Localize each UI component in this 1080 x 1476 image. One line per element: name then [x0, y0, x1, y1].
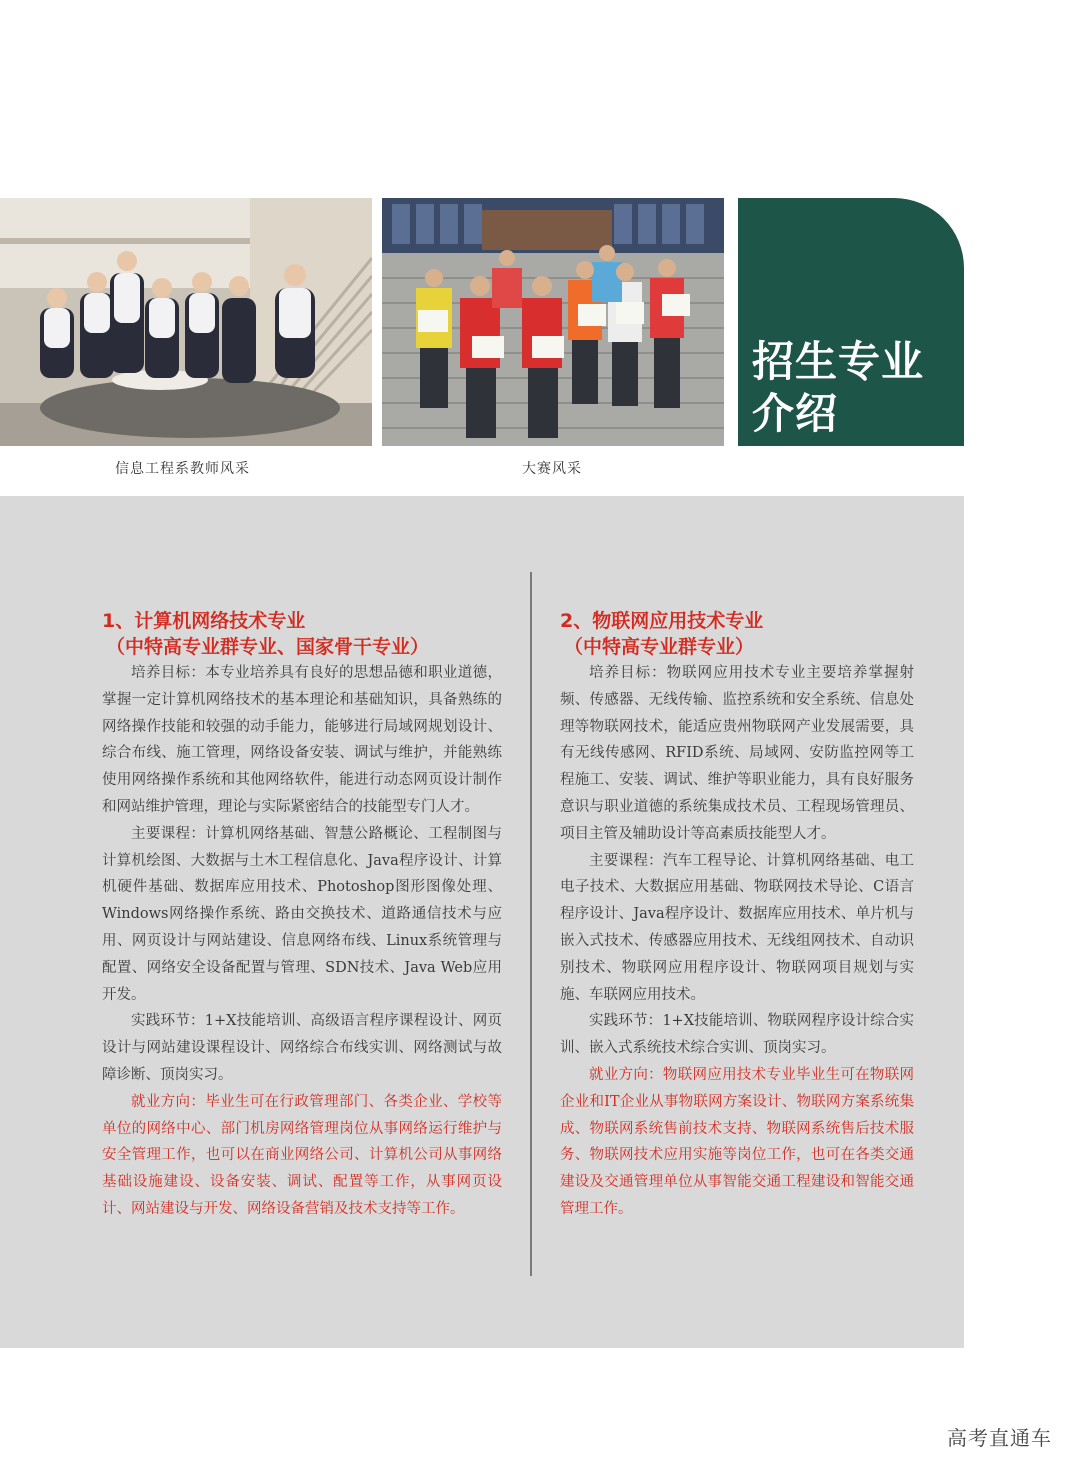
competition-photo-illustration: [382, 198, 724, 446]
major-iot-tech: [560, 608, 914, 1223]
teachers-photo-illustration: [0, 198, 372, 446]
major-title: 2、物联网应用技术专业: [560, 610, 764, 632]
major-subtitle: （中特高专业群专业、国家骨干专业）: [106, 636, 430, 658]
major-courses: 主要课程：汽车工程导论、计算机网络基础、电工电子技术、大数据应用基础、物联网技术导论、C语言程序设计、Java程序设计、数据库应用技术、单片机与嵌入式技术、传感器应用技术、无线组网技术、自动识别技术、物联网应用程序设计、物联网项目规划与实施、车联网应用技术。: [560, 852, 914, 1003]
major-employment: 就业方向：毕业生可在行政管理部门、各类企业、学校等单位的网络中心、部门机房网络管理岗位从事网络运行维护与安全管理工作，也可以在商业网络公司、计算机公司从事网络基础设施建设、设备安装、调试、配置等工作，从事网页设计、网站建设与开发、网络设备营销及技术支持等工作。: [102, 1093, 502, 1217]
teachers-photo-caption: 信息工程系教师风采: [115, 461, 250, 477]
major-practice: 实践环节：1+X技能培训、高级语言程序课程设计、网页设计与网站建设课程设计、网络综合布线实训、网络测试与故障诊断、顶岗实习。: [102, 1013, 502, 1083]
section-banner: [738, 198, 964, 446]
competition-photo: [382, 198, 724, 446]
banner-title-line1: 招生专业: [752, 337, 925, 386]
banner-title: [752, 336, 962, 440]
competition-photo-caption: 大赛风采: [522, 461, 582, 477]
majors-panel: [0, 496, 964, 1348]
banner-title-line2: 介绍: [752, 389, 839, 438]
major-courses: 主要课程：计算机网络基础、智慧公路概论、工程制图与计算机绘图、大数据与土木工程信息化、Java程序设计、计算机硬件基础、数据库应用技术、Photoshop图形图像处理、Windows网络操作系统、路由交换技术、道路通信技术与应用、网页设计与网站建设、信息网络布线、Linux系统管理与配置、网络安全设备配置与管理、SDN技术、Java Web应用开发。: [102, 825, 502, 1003]
major-employment: 就业方向：物联网应用技术专业毕业生可在物联网企业和IT企业从事物联网方案设计、物联网方案系统集成、物联网系统售前技术支持、物联网系统售后技术服务、物联网技术应用实施等岗位工作，也可在各类交通建设及交通管理单位从事智能交通工程建设和智能交通管理工作。: [560, 1066, 914, 1217]
column-divider: [530, 572, 532, 1276]
major-network-tech: [102, 608, 502, 1223]
teachers-photo: [0, 198, 372, 446]
major-subtitle: （中特高专业群专业）: [564, 636, 755, 658]
major-goal: 培养目标：本专业培养具有良好的思想品德和职业道德，掌握一定计算机网络技术的基本理论和基础知识，具备熟练的网络操作技能和较强的动手能力，能够进行局域网规划设计、综合布线、施工管理，网络设备安装、调试与维护，并能熟练使用网络操作系统和其他网络软件，能进行动态网页设计制作和网站维护管理，理论与实际紧密结合的技能型专门人才。: [102, 665, 502, 815]
major-goal: 培养目标：物联网应用技术专业主要培养掌握射频、传感器、无线传输、监控系统和安全系统、信息处理等物联网技术，能适应贵州物联网产业发展需要，具有无线传感网、RFID系统、局域网、安防监控网等工程施工、安装、调试、维护等职业能力，具有良好服务意识与职业道德的系统集成技术员、工程现场管理员、项目主管及辅助设计等高素质技能型人才。: [560, 665, 914, 842]
source-watermark: 高考直通车: [947, 1426, 1052, 1450]
major-title: 1、计算机网络技术专业: [102, 610, 306, 632]
major-practice: 实践环节：1+X技能培训、物联网程序设计综合实训、嵌入式系统技术综合实训、顶岗实习。: [560, 1013, 914, 1057]
